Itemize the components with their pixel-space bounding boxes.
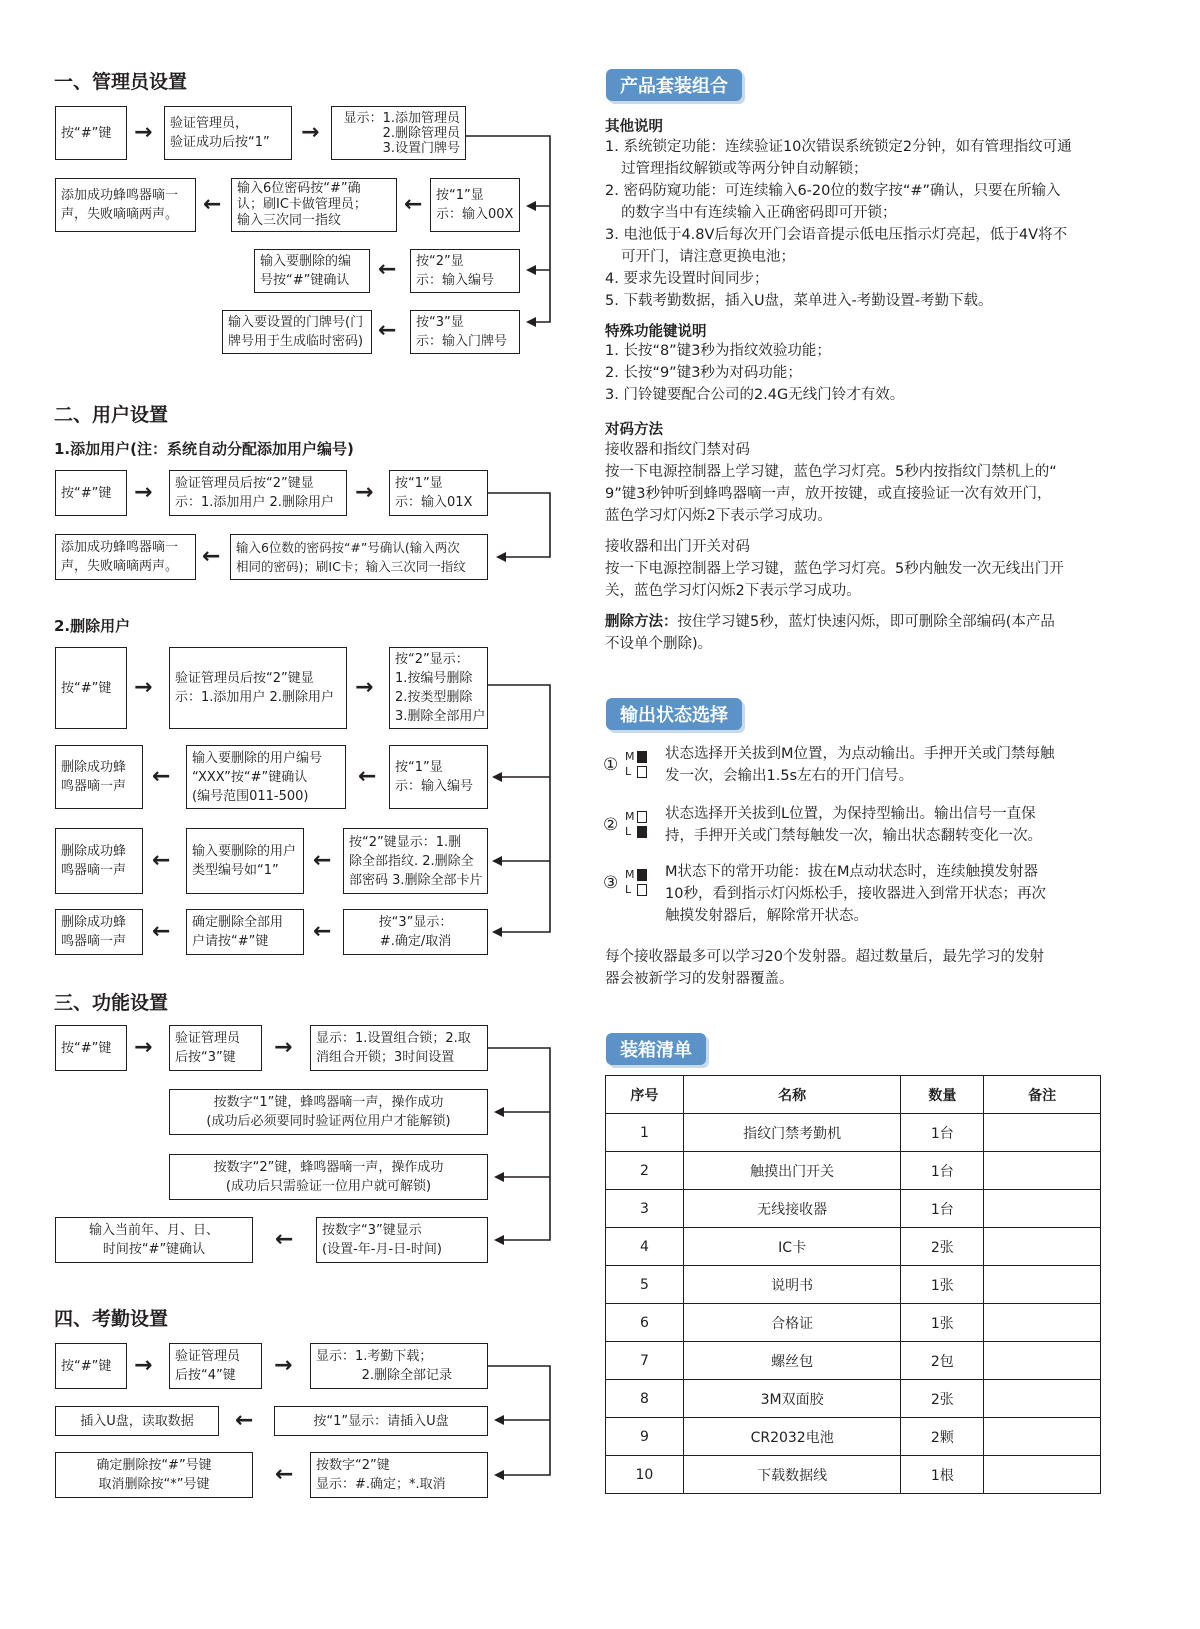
left-arrow-icon: ← — [358, 764, 377, 789]
left-arrow-icon: ← — [378, 318, 397, 343]
table-row: 4 IC卡 2张 — [606, 1228, 1101, 1266]
special-keys-list — [605, 340, 1100, 406]
switch-m-position-icon: M L — [625, 749, 651, 779]
delete-user-verify: 验证管理员后按“2”键显 示：1.添加用户 2.删除用户 — [169, 647, 347, 729]
column-header: 备注 — [984, 1076, 1101, 1114]
item-number: ③ — [603, 873, 619, 893]
output-mode-2-text: 状态选择开关拔到L位置，为保持型输出。输出信号一直保 持，手押开关或门禁每触发一次，输出状态翻转变化一次。 — [665, 806, 1042, 844]
table-row: 8 3M双面胶 2张 — [606, 1380, 1101, 1418]
note-item: 4. 要求先设置时间同步； — [605, 271, 769, 287]
item-number: ② — [603, 815, 619, 835]
left-arrow-icon: ← — [313, 848, 332, 873]
right-arrow-icon: → — [355, 480, 374, 505]
left-arrow-icon: ← — [275, 1227, 294, 1252]
right-arrow-icon: → — [355, 675, 374, 700]
right-arrow-icon: → — [134, 120, 153, 145]
right-arrow-icon: → — [134, 1035, 153, 1060]
left-arrow-icon: ← — [203, 192, 222, 217]
delete-method: 删除方法：按住学习键5秒，蓝灯快速闪烁，即可删除全部编码(本产品 不设单个删除)。 — [605, 614, 1055, 652]
admin-step-add-result: 添加成功蜂鸣器嘀一 声，失败嘀嘀两声。 — [55, 178, 196, 232]
admin-step-delete-input: 输入要删除的编 号按“#”键确认 — [254, 249, 370, 293]
function-combo-lock: 按数字“1”键，蜂鸣器嘀一声，操作成功 (成功后必须要同时验证两位用户才能解锁) — [169, 1089, 488, 1135]
note-item: 3. 电池低于4.8V后每次开门会语音提示低电压指示灯亮起，低于4V将不 可开门，请注意更换电池； — [605, 227, 1068, 265]
right-arrow-icon: → — [274, 1353, 293, 1378]
delete-by-type-input: 输入要删除的用户 类型编号如“1” — [186, 828, 304, 894]
function-time-setting: 按数字“3”键显示 (设置-年-月-日-时间) — [316, 1217, 488, 1263]
table-row: 5 说明书 1张 — [606, 1266, 1101, 1304]
right-arrow-icon: → — [134, 1353, 153, 1378]
left-arrow-icon: ← — [152, 919, 171, 944]
attendance-press-hash: 按“#”键 — [55, 1343, 127, 1389]
other-notes-list — [605, 136, 1100, 312]
left-arrow-icon: ← — [313, 919, 332, 944]
left-arrow-icon: ← — [202, 544, 221, 569]
attendance-delete-confirm: 确定删除按“#”号键 取消删除按“*”号键 — [55, 1452, 253, 1498]
left-arrow-icon: ← — [235, 1408, 254, 1433]
pairing-fingerprint: 接收器和指纹门禁对码 按一下电源控制器上学习键，蓝色学习灯亮。5秒内按指纹门禁机上的“ 9”键3秒钟听到蜂鸣器嘀一声，放开按键，或直接验证一次有效开门， 蓝色学习灯闪烁2下表示学习成功。 — [605, 442, 1057, 524]
table-row: 7 螺丝包 2包 — [606, 1342, 1101, 1380]
left-arrow-icon: ← — [275, 1462, 294, 1487]
add-user-press-1: 按“1”显 示：输入01X — [389, 470, 488, 516]
right-arrow-icon: → — [134, 675, 153, 700]
output-mode-3-text: M状态下的常开功能：拔在M点动状态时，连续触摸发射器 10秒，看到指示灯闪烁松手，接收器进入到常开状态；再次 触摸发射器后，解除常开状态。 — [665, 864, 1046, 924]
function-time-input: 输入当前年、月、日、 时间按“#”键确认 — [55, 1217, 253, 1263]
table-row: 9 CR2032电池 2颗 — [606, 1418, 1101, 1456]
delete-all-result: 删除成功蜂 鸣器嘀一声 — [55, 909, 143, 955]
special-key-item: 1. 长按“8”键3秒为指纹效验功能； — [605, 343, 831, 359]
right-arrow-icon: → — [134, 480, 153, 505]
output-mode-title: 输出状态选择 — [606, 698, 742, 730]
function-verify: 验证管理员 后按“3”键 — [169, 1025, 262, 1071]
left-arrow-icon: ← — [378, 257, 397, 282]
column-header: 序号 — [606, 1076, 684, 1114]
delete-by-number-input: 输入要删除的用户编号 “XXX”按“#”键确认 (编号范围011-500) — [186, 745, 346, 809]
admin-step-press-1: 按“1”显 示：输入00X — [430, 178, 520, 232]
table-header-row — [606, 1076, 1101, 1114]
admin-step-verify: 验证管理员， 验证成功后按“1” — [164, 106, 292, 160]
left-arrow-icon: ← — [152, 764, 171, 789]
add-user-result: 添加成功蜂鸣器嘀一 声，失败嘀嘀两声。 — [55, 534, 196, 580]
special-key-item: 3. 门铃键要配合公司的2.4G无线门铃才有效。 — [605, 387, 905, 403]
packing-list-table — [605, 1075, 1101, 1494]
table-row: 3 无线接收器 1台 — [606, 1190, 1101, 1228]
admin-step-press-3: 按“3”显 示：输入门牌号 — [410, 310, 520, 354]
add-user-press-hash: 按“#”键 — [55, 470, 127, 516]
left-arrow-icon: ← — [152, 848, 171, 873]
admin-step-door-number: 输入要设置的门牌号(门 牌号用于生成临时密码) — [222, 310, 372, 354]
add-user-verify: 验证管理员后按“2”键显 示：1.添加用户 2.删除用户 — [169, 470, 347, 516]
admin-step-press-2: 按“2”显 示：输入编号 — [410, 249, 520, 293]
output-mode-1-text: 状态选择开关拔到M位置，为点动输出。手押开关或门禁每触 发一次，会输出1.5s左右的开门信号。 — [665, 746, 1055, 784]
function-cancel-combo: 按数字“2”键，蜂鸣器嘀一声，操作成功 (成功后只需验证一位用户就可解锁) — [169, 1154, 488, 1200]
special-key-item: 2. 长按“9”键3秒为对码功能； — [605, 365, 802, 381]
delete-all-confirm: 确定删除全部用 户请按“#”键 — [186, 909, 304, 955]
admin-step-enroll: 输入6位密码按“#”确 认；刷IC卡做管理员； 输入三次同一指纹 — [231, 178, 397, 232]
note-item: 5. 下载考勤数据，插入U盘，菜单进入-考勤设置-考勤下载。 — [605, 293, 993, 309]
table-row: 2 触摸出门开关 1台 — [606, 1152, 1101, 1190]
function-section-title: 三、功能设置 — [54, 992, 169, 1014]
user-section-title: 二、用户设置 — [54, 404, 169, 426]
other-notes-title: 其他说明 — [605, 119, 663, 135]
table-row: 10 下载数据线 1根 — [606, 1456, 1101, 1494]
switch-l-position-icon: M L — [625, 809, 651, 839]
special-keys-title: 特殊功能键说明 — [605, 324, 707, 340]
pairing-exit-switch: 接收器和出门开关对码 按一下电源控制器上学习键，蓝色学习灯亮。5秒内触发一次无线出门开 关，蓝色学习灯闪烁2下表示学习成功。 — [605, 539, 1064, 599]
delete-user-menu: 按“2”显示： 1.按编号删除 2.按类型删除 3.删除全部用户 — [389, 647, 488, 729]
delete-by-type-result: 删除成功蜂 鸣器嘀一声 — [55, 828, 143, 894]
delete-by-type-step: 按“2”键显示：1.删 除全部指纹. 2.删除全 部密码 3.删除全部卡片 — [343, 828, 488, 894]
attendance-menu: 显示：1.考勤下载； 2.删除全部记录 — [310, 1343, 488, 1389]
attendance-section-title: 四、考勤设置 — [54, 1308, 169, 1330]
function-menu: 显示：1.设置组合锁；2.取 消组合开锁；3时间设置 — [310, 1025, 488, 1071]
delete-user-subtitle: 2.删除用户 — [54, 617, 131, 635]
attendance-download-step: 按“1”显示：请插入U盘 — [274, 1406, 488, 1436]
delete-by-number-result: 删除成功蜂 鸣器嘀一声 — [55, 745, 143, 809]
right-arrow-icon: → — [274, 1035, 293, 1060]
admin-step-press-hash: 按“#”键 — [55, 106, 127, 160]
right-arrow-icon: → — [301, 120, 320, 145]
table-row: 1 指纹门禁考勤机 1台 — [606, 1114, 1101, 1152]
column-header: 名称 — [683, 1076, 901, 1114]
add-user-subtitle: 1.添加用户(注：系统自动分配添加用户编号) — [54, 440, 354, 458]
admin-step-menu: 显示：1.添加管理员 2.删除管理员 3.设置门牌号 — [331, 106, 466, 160]
add-user-enroll: 输入6位数的密码按“#”号确认(输入两次 相同的密码)；刷IC卡；输入三次同一指纹 — [230, 534, 488, 580]
attendance-verify: 验证管理员 后按“4”键 — [169, 1343, 262, 1389]
column-header: 数量 — [901, 1076, 984, 1114]
attendance-read-usb: 插入U盘，读取数据 — [55, 1406, 219, 1436]
item-number: ① — [603, 755, 619, 775]
pairing-title: 对码方法 — [605, 422, 663, 438]
note-item: 1. 系统锁定功能：连续验证10次错误系统锁定2分钟，如有管理指纹可通 过管理指纹解锁或等两分钟自动解锁； — [605, 139, 1072, 177]
table-row: 6 合格证 1张 — [606, 1304, 1101, 1342]
attendance-delete-step: 按数字“2”键 显示：#.确定；*.取消 — [310, 1452, 488, 1498]
packing-list-title: 装箱清单 — [606, 1033, 706, 1065]
function-press-hash: 按“#”键 — [55, 1025, 127, 1071]
note-item: 2. 密码防窥功能：可连续输入6-20位的数字按“#”确认，只要在所输入 的数字当中有连续输入正确密码即可开锁； — [605, 183, 1061, 221]
product-set-title: 产品套装组合 — [606, 69, 742, 101]
receiver-capacity-note: 每个接收器最多可以学习20个发射器。超过数量后，最先学习的发射 器会被新学习的发射器覆盖。 — [605, 949, 1044, 987]
delete-user-press-hash: 按“#”键 — [55, 647, 127, 729]
left-arrow-icon: ← — [404, 192, 423, 217]
delete-all-step: 按“3”显示： #.确定/取消 — [343, 909, 488, 955]
admin-section-title: 一、管理员设置 — [54, 71, 188, 93]
switch-m-position-icon: M L — [625, 867, 651, 897]
delete-by-number-step: 按“1”显 示：输入编号 — [389, 745, 488, 809]
